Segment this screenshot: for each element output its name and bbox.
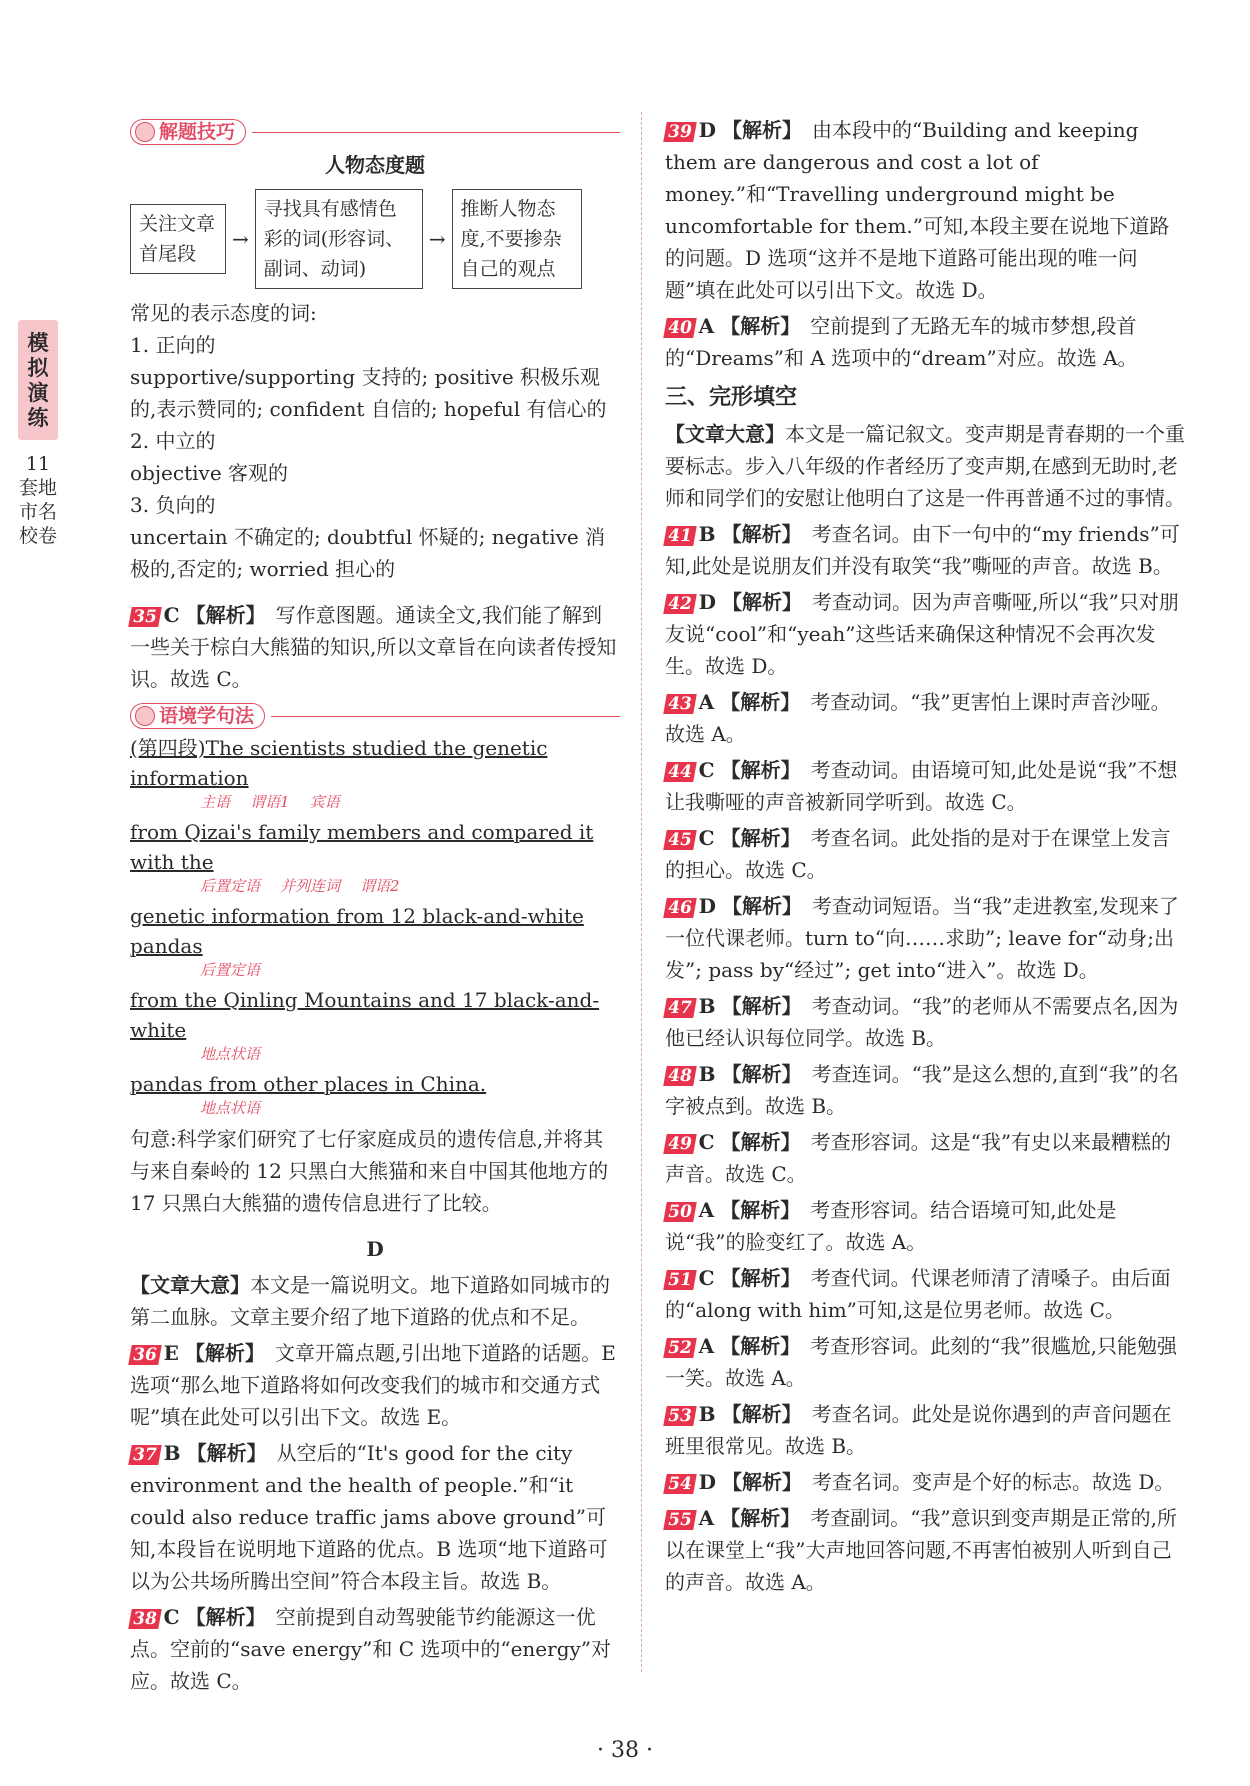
question-number: 48	[663, 1066, 696, 1086]
answer-35	[130, 599, 620, 695]
answer-text: 考查动词。“我”的老师从不需要点名,因为他已经认识每位同学。故选 B。	[665, 994, 1179, 1050]
question-number: 55	[663, 1510, 696, 1530]
sidebar-subtitle: 11套地市名校卷	[18, 453, 57, 547]
answer-letter: C	[698, 1266, 715, 1290]
answer-letter: D	[698, 118, 717, 142]
role-note: 谓语2	[360, 877, 400, 895]
answer-letter: A	[698, 1198, 715, 1222]
analysis-label: 【解析】	[722, 118, 803, 142]
answer-letter: A	[698, 1506, 715, 1530]
role-note: 后置定语	[200, 961, 261, 979]
sidebar	[18, 320, 58, 548]
tips-cat1: 1. 正向的	[130, 333, 216, 357]
analysis-label: 【解析】	[722, 590, 803, 614]
role-notes	[130, 787, 620, 817]
analysis-label: 【解析】	[720, 758, 801, 782]
column-divider	[641, 112, 642, 1672]
answer-text: 考查动词。由语境可知,此处是说“我”不想让我嘶哑的声音被新同学听到。故选 C。	[665, 758, 1178, 814]
cloze-answer-list	[665, 518, 1185, 1598]
page-number: · 38 ·	[597, 1738, 653, 1763]
answer-letter: C	[698, 1130, 715, 1154]
summary-text: 本文是一篇说明文。地下道路如同城市的第二血脉。文章主要介绍了地下道路的优点和不足。	[130, 1273, 610, 1329]
answer-50	[665, 1194, 1185, 1258]
question-number: 53	[663, 1406, 696, 1426]
answer-text: 由本段中的“Building and keeping them are dangerous and cost a lot of money.”和“Travelling underground might be uncomfortable for them.”可知,本段主要在说地下道路的问题。D 选项“这并不是地下道路可能出现的唯一问题”填在此处可以引出下文。故选 D。	[665, 118, 1170, 302]
summary-label: 【文章大意】	[130, 1273, 250, 1297]
answer-letter: C	[163, 603, 180, 627]
answer-text: 考查副词。“我”意识到变声期是正常的,所以在课堂上“我”大声地回答问题,不再害怕被别人听到自己的声音。故选 A。	[665, 1506, 1178, 1594]
tips-rule	[252, 132, 620, 133]
answer-text: 考查名词。变声是个好的标志。故选 D。	[812, 1470, 1175, 1494]
analysis-label: 【解析】	[720, 1198, 801, 1222]
answer-37	[130, 1437, 620, 1597]
left-column	[130, 115, 620, 1701]
face-icon	[135, 706, 155, 726]
tips-cat2-text: objective 客观的	[130, 461, 289, 485]
summary-label: 【文章大意】	[665, 422, 785, 446]
tips-cat3: 3. 负向的	[130, 493, 216, 517]
analysis-label: 【解析】	[184, 1341, 265, 1365]
question-number: 51	[663, 1270, 696, 1290]
summary-text: 本文是一篇记叙文。变声期是青春期的一个重要标志。步入八年级的作者经历了变声期,在感到无助时,老师和同学们的安慰让他明白了这是一件再普通不过的事情。	[665, 422, 1185, 510]
analysis-label: 【解析】	[720, 1266, 801, 1290]
grammar-sentence	[130, 733, 620, 1123]
question-number: 50	[663, 1202, 696, 1222]
answer-49	[665, 1126, 1185, 1190]
tips-cat1-text: supportive/supporting 支持的; positive 积极乐观的,表示赞同的; confident 自信的; hopeful 有信心的	[130, 365, 607, 421]
answer-text: 写作意图题。通读全文,我们能了解到一些关于棕白大熊猫的知识,所以文章旨在向读者传授知识。故选 C。	[130, 603, 617, 691]
tips-flow	[130, 189, 620, 289]
flow-box-2: 寻找具有感情色彩的词(形容词、副词、动词)	[255, 189, 423, 289]
answer-letter: D	[698, 1470, 717, 1494]
answer-44	[665, 754, 1185, 818]
analysis-label: 【解析】	[186, 1441, 267, 1465]
answer-text: 考查代词。代课老师清了清嗓子。由后面的“along with him”可知,这是位男老师。故选 C。	[665, 1266, 1171, 1322]
section-title: 三、完形填空	[665, 385, 798, 410]
answer-text: 考查形容词。此刻的“我”很尴尬,只能勉强一笑。故选 A。	[665, 1334, 1178, 1390]
analysis-label: 【解析】	[722, 1470, 803, 1494]
answer-text: 考查名词。此处指的是对于在课堂上发言的担心。故选 C。	[665, 826, 1171, 882]
role-notes	[130, 1039, 620, 1069]
grammar-header	[130, 703, 620, 729]
role-note: 并列连词	[280, 877, 341, 895]
question-number: 44	[663, 762, 696, 782]
part-d-summary	[130, 1269, 620, 1333]
sentence-line: from Qizai's family members and compared it with the	[130, 820, 594, 874]
answer-text: 空前提到自动驾驶能节约能源这一优点。空前的“save energy”和 C 选项中的“energy”对应。故选 C。	[130, 1605, 612, 1693]
analysis-label: 【解析】	[721, 522, 802, 546]
answer-letter: D	[698, 894, 717, 918]
answer-text: 考查名词。此处是说你遇到的声音问题在班里很常见。故选 B。	[665, 1402, 1172, 1458]
question-number: 39	[663, 122, 696, 142]
question-number: 52	[663, 1338, 696, 1358]
answer-text: 考查动词短语。当“我”走进教室,发现来了一位代课老师。turn to“向……求助”; leave for“动身;出发”; pass by“经过”; get into“进入”。故选 D。	[665, 894, 1179, 982]
question-number: 49	[663, 1134, 696, 1154]
analysis-label: 【解析】	[721, 1402, 802, 1426]
answer-letter: B	[163, 1441, 181, 1465]
sentence-meaning: 句意:科学家们研究了七仔家庭成员的遗传信息,并将其与来自秦岭的 12 只黑白大熊猫和来自中国其他地方的 17 只黑白大熊猫的遗传信息进行了比较。	[130, 1127, 609, 1215]
tips-title: 人物态度题	[325, 153, 425, 177]
answer-letter: B	[698, 522, 716, 546]
question-number: 37	[128, 1445, 161, 1465]
sentence-line: genetic information from 12 black-and-white pandas	[130, 904, 584, 958]
face-icon	[135, 122, 155, 142]
role-note: 地点状语	[200, 1099, 261, 1117]
grammar-tag-label: 语境学句法	[159, 705, 255, 727]
question-number: 36	[128, 1345, 161, 1365]
question-number: 54	[663, 1474, 696, 1494]
question-number: 40	[663, 318, 696, 338]
answer-letter: B	[698, 1062, 716, 1086]
question-number: 43	[663, 694, 696, 714]
answer-36	[130, 1337, 620, 1433]
answer-51	[665, 1262, 1185, 1326]
question-number: 47	[663, 998, 696, 1018]
answer-letter: A	[698, 314, 715, 338]
flow-box-1: 关注文章首尾段	[130, 204, 226, 274]
sentence-line: pandas from other places in China.	[130, 1072, 487, 1096]
answer-letter: C	[698, 758, 715, 782]
analysis-label: 【解析】	[720, 1130, 801, 1154]
analysis-label: 【解析】	[185, 1605, 266, 1629]
sidebar-tab: 模拟演练	[18, 320, 58, 440]
answer-letter: C	[698, 826, 715, 850]
analysis-label: 【解析】	[720, 1506, 801, 1530]
answer-text: 考查动词。“我”更害怕上课时声音沙哑。故选 A。	[665, 690, 1171, 746]
tips-tag	[130, 119, 246, 145]
part3-summary	[665, 418, 1185, 514]
question-number: 41	[663, 526, 696, 546]
question-number: 42	[663, 594, 696, 614]
tips-tag-label: 解题技巧	[159, 121, 236, 143]
answer-43	[665, 686, 1185, 750]
analysis-label: 【解析】	[185, 603, 266, 627]
answer-text: 考查名词。由下一句中的“my friends”可知,此处是说朋友们并没有取笑“我”嘶哑的声音。故选 B。	[665, 522, 1180, 578]
question-number: 46	[663, 898, 696, 918]
analysis-label: 【解析】	[721, 994, 802, 1018]
grammar-rule	[271, 716, 620, 717]
answer-39	[665, 114, 1185, 306]
question-number: 45	[663, 830, 696, 850]
role-note: 谓语1	[250, 793, 290, 811]
role-note: 主语	[200, 793, 231, 811]
tips-intro: 常见的表示态度的词:	[130, 301, 317, 325]
sentence-line: (第四段)The scientists studied the genetic information	[130, 736, 548, 790]
right-column	[665, 110, 1185, 1602]
flow-box-3: 推断人物态度,不要掺杂自己的观点	[452, 189, 582, 289]
answer-letter: A	[698, 1334, 715, 1358]
flow-arrow-icon: →	[232, 227, 249, 251]
answer-text: 考查形容词。结合语境可知,此处是说“我”的脸变红了。故选 A。	[665, 1198, 1117, 1254]
role-note: 地点状语	[200, 1045, 261, 1063]
answer-text: 考查连词。“我”是这么想的,直到“我”的名字被点到。故选 B。	[665, 1062, 1179, 1118]
answer-41	[665, 518, 1185, 582]
analysis-label: 【解析】	[720, 690, 801, 714]
answer-40	[665, 310, 1185, 374]
part-d-heading: D	[366, 1237, 384, 1261]
answer-46	[665, 890, 1185, 986]
tips-cat2: 2. 中立的	[130, 429, 216, 453]
role-note: 宾语	[309, 793, 340, 811]
answer-letter: B	[698, 994, 716, 1018]
answer-text: 考查动词。因为声音嘶哑,所以“我”只对朋友说“cool”和“yeah”这些话来确保这种情况不会再次发生。故选 D。	[665, 590, 1179, 678]
question-number: 38	[128, 1609, 161, 1629]
answer-55	[665, 1502, 1185, 1598]
analysis-label: 【解析】	[720, 826, 801, 850]
analysis-label: 【解析】	[721, 1062, 802, 1086]
answer-text: 空前提到了无路无车的城市梦想,段首的“Dreams”和 A 选项中的“dream”对应。故选 A。	[665, 314, 1138, 370]
answer-letter: A	[698, 690, 715, 714]
role-notes	[130, 955, 620, 985]
role-note: 后置定语	[200, 877, 261, 895]
answer-52	[665, 1330, 1185, 1394]
analysis-label: 【解析】	[720, 314, 801, 338]
answer-42	[665, 586, 1185, 682]
answer-letter: C	[163, 1605, 180, 1629]
analysis-label: 【解析】	[722, 894, 803, 918]
flow-arrow-icon: →	[428, 227, 446, 251]
answer-53	[665, 1398, 1185, 1462]
sentence-line: from the Qinling Mountains and 17 black-and-white	[130, 988, 600, 1042]
role-notes	[130, 871, 620, 901]
answer-54	[665, 1466, 1185, 1498]
answer-text: 从空后的“It's good for the city environment and the health of people.”和“it could also reduce traffic jams above ground”可知,本段旨在说明地下道路的优点。B 选项“地下道路可以为公共场所腾出空间”符合本段主旨。故选 B。	[130, 1441, 608, 1593]
answer-text: 考查形容词。这是“我”有史以来最糟糕的声音。故选 C。	[665, 1130, 1172, 1186]
answer-text: 文章开篇点题,引出地下道路的话题。E 选项“那么地下道路将如何改变我们的城市和交通方式呢”填在此处可以引出下文。故选 E。	[130, 1341, 616, 1429]
answer-38	[130, 1601, 620, 1697]
tips-cat3-text: uncertain 不确定的; doubtful 怀疑的; negative 消极的,否定的; worried 担心的	[130, 525, 606, 581]
analysis-label: 【解析】	[720, 1334, 801, 1358]
question-number: 35	[128, 607, 161, 627]
answer-45	[665, 822, 1185, 886]
tips-header	[130, 119, 620, 145]
answer-letter: B	[698, 1402, 716, 1426]
grammar-tag	[130, 703, 265, 729]
answer-47	[665, 990, 1185, 1054]
answer-letter: D	[698, 590, 717, 614]
answer-letter: E	[163, 1341, 179, 1365]
answer-48	[665, 1058, 1185, 1122]
